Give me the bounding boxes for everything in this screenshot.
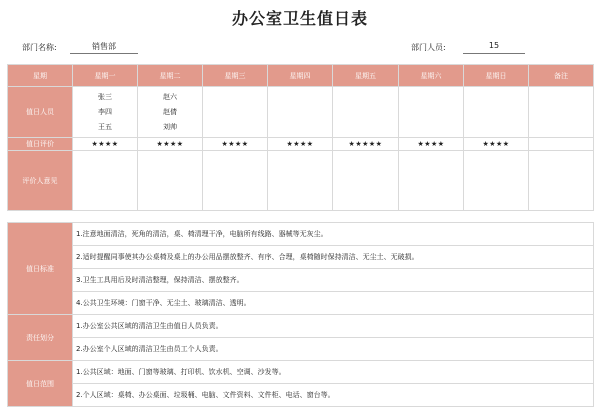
rating-stars[interactable]: ★★★★	[138, 138, 203, 151]
standard-item: 3.卫生工具用后及时清洁整理，保持清洁、摆放整齐。	[73, 269, 594, 292]
page-title: 办公室卫生值日表	[231, 9, 368, 28]
duty-person: 赵倩	[163, 108, 177, 116]
duty-row	[8, 87, 594, 138]
feedback-cell[interactable]	[529, 151, 594, 211]
duty-person: 赵六	[163, 93, 177, 101]
standard-item: 1.注意地面清洁，死角的清洁，桌、椅清理干净，电脑所有线路、器械等无灰尘。	[73, 223, 594, 246]
responsibility-item: 2.办公室个人区域的清洁卫生由员工个人负责。	[73, 338, 594, 361]
remark-cell[interactable]	[529, 87, 594, 138]
duty-person: 王五	[98, 123, 112, 131]
department-label: 部门名称:	[22, 43, 57, 52]
header-cell: 星期三	[203, 65, 268, 87]
responsibility-label: 责任划分	[8, 315, 73, 361]
department-field	[22, 42, 116, 53]
rating-stars[interactable]: ★★★★	[399, 138, 464, 151]
standard-item: 4.公共卫生环境：门窗干净、无尘土、玻璃清洁、透明。	[73, 292, 594, 315]
duty-cell-fri[interactable]	[333, 87, 399, 138]
duty-cell-sat[interactable]	[399, 87, 464, 138]
staff-field	[411, 41, 500, 53]
duty-cell-sun[interactable]	[464, 87, 529, 138]
header-cell: 备注	[529, 65, 594, 87]
header-cell: 星期	[8, 65, 73, 87]
duty-cell-mon[interactable]	[73, 87, 138, 138]
feedback-label: 评价人意见	[8, 151, 73, 211]
header-cell: 星期一	[73, 65, 138, 87]
feedback-cell[interactable]	[268, 151, 333, 211]
header-cell: 星期六	[399, 65, 464, 87]
rating-row	[8, 138, 594, 151]
rating-label: 值日评价	[8, 138, 73, 151]
duty-person: 李四	[98, 108, 112, 116]
scope-item: 1.公共区域：地面、门窗等玻璃、打印机、饮水机、空调、沙发等。	[73, 361, 594, 384]
header-cell: 星期四	[268, 65, 333, 87]
duty-person: 张三	[98, 93, 112, 101]
feedback-cell[interactable]	[138, 151, 203, 211]
duty-cell-wed[interactable]	[203, 87, 268, 138]
schedule-table	[7, 64, 594, 211]
header-cell: 星期五	[333, 65, 399, 87]
feedback-cell[interactable]	[73, 151, 138, 211]
feedback-cell[interactable]	[464, 151, 529, 211]
duty-cell-thu[interactable]	[268, 87, 333, 138]
rating-stars[interactable]: ★★★★	[464, 138, 529, 151]
feedback-cell[interactable]	[203, 151, 268, 211]
remark-cell[interactable]	[529, 138, 594, 151]
header-row	[8, 65, 594, 87]
feedback-cell[interactable]	[399, 151, 464, 211]
rating-stars[interactable]: ★★★★	[73, 138, 138, 151]
scope-item: 2.个人区域：桌椅、办公桌面、垃圾桶、电脑、文件资料、文件柜、电话、窗台等。	[73, 384, 594, 407]
department-value[interactable]: 销售部	[70, 41, 138, 54]
standard-item: 2.适时提醒同事使其办公桌椅及桌上的办公用品摆放整齐、有序、合理，桌椅随时保持清洁、无尘土、无破损。	[73, 246, 594, 269]
header-cell: 星期二	[138, 65, 203, 87]
rating-stars[interactable]: ★★★★★	[333, 138, 399, 151]
rules-table	[7, 222, 594, 407]
scope-label: 值日范围	[8, 361, 73, 407]
staff-label: 部门人员:	[411, 43, 446, 52]
duty-cell-tue[interactable]	[138, 87, 203, 138]
duty-person: 刘帅	[163, 123, 177, 131]
duty-label: 值日人员	[8, 87, 73, 138]
staff-value[interactable]: 15	[463, 41, 525, 54]
rating-stars[interactable]: ★★★★	[203, 138, 268, 151]
feedback-cell[interactable]	[333, 151, 399, 211]
rating-stars[interactable]: ★★★★	[268, 138, 333, 151]
responsibility-item: 1.办公室公共区域的清洁卫生由值日人员负责。	[73, 315, 594, 338]
header-cell: 星期日	[464, 65, 529, 87]
standard-label: 值日标准	[8, 223, 73, 315]
feedback-row	[8, 151, 594, 211]
